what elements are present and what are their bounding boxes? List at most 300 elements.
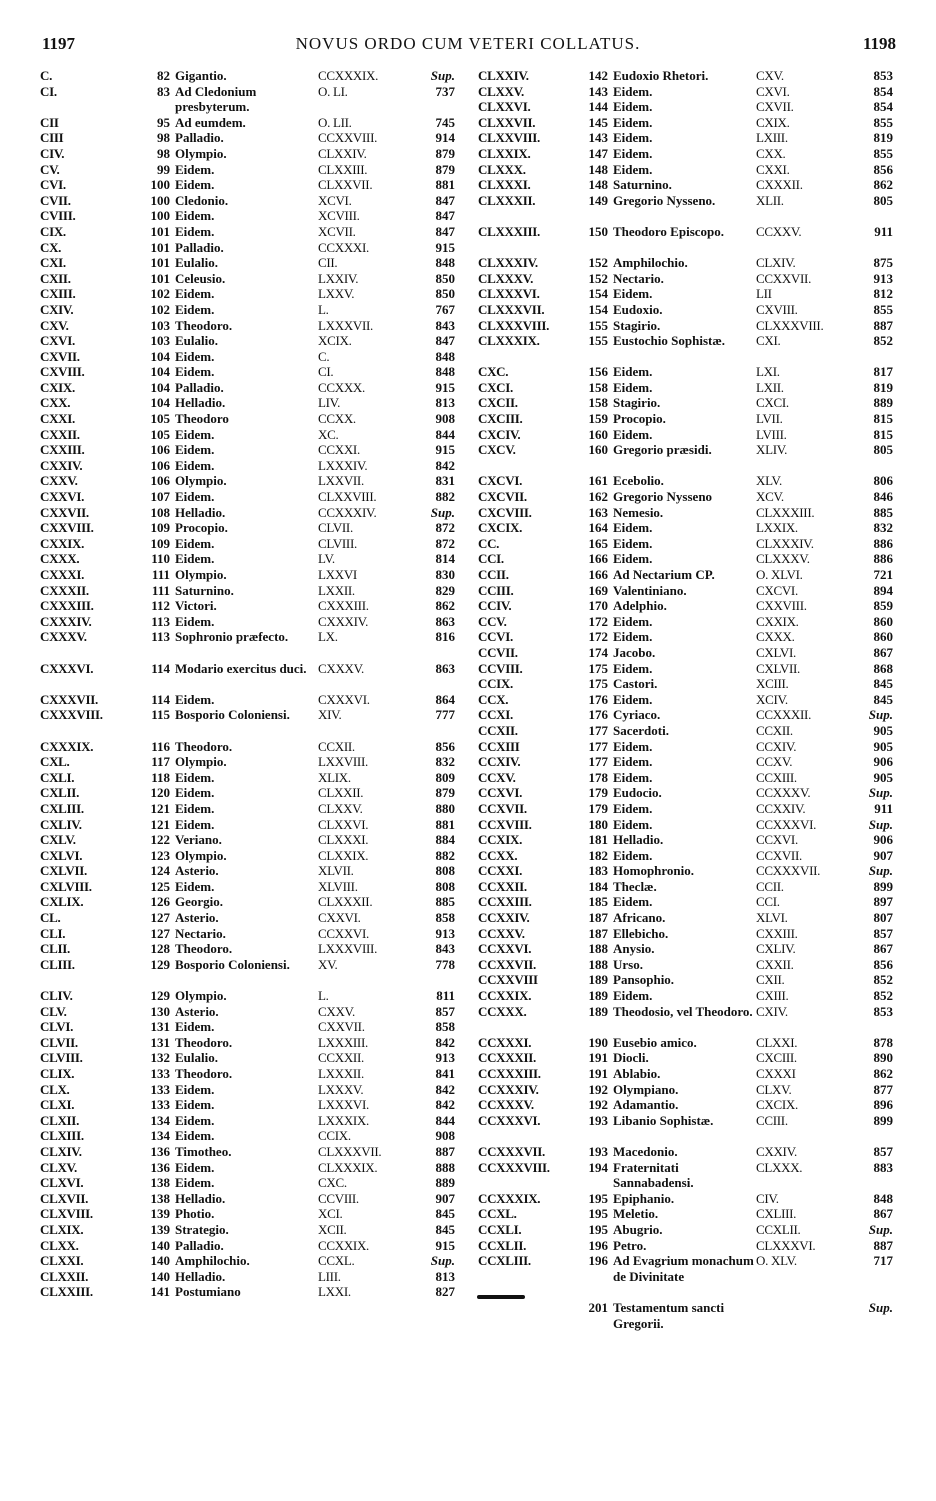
new-number: 136: [150, 1159, 170, 1175]
old-number: CLXXVIII.: [478, 130, 540, 146]
new-number: 139: [150, 1221, 170, 1237]
recipient-name: Eidem.: [175, 613, 215, 629]
new-number: 101: [150, 239, 170, 255]
column-number: 853: [873, 1003, 893, 1019]
table-row: [478, 676, 918, 692]
old-number: CLIII.: [40, 956, 75, 972]
new-number: 166: [588, 567, 608, 582]
table-row: [478, 1300, 918, 1347]
new-number: 104: [150, 348, 170, 364]
recipient-name: Eidem.: [175, 1019, 215, 1035]
new-number: 111: [151, 567, 170, 582]
column-number: 845: [435, 1206, 455, 1222]
new-number: 104: [150, 395, 170, 411]
table-row: [478, 770, 918, 786]
old-number: CLII.: [40, 941, 70, 957]
new-number: 142: [588, 68, 608, 83]
table-row: [40, 863, 480, 879]
column-number: 812: [873, 286, 893, 302]
table-row: [478, 551, 918, 567]
recipient-name: Adamantio.: [613, 1097, 679, 1113]
recipient-name: Modario exercitus duci.: [175, 660, 307, 676]
column-number: Sup.: [868, 816, 893, 832]
reference: CCXX.: [318, 411, 356, 427]
new-number: 187: [588, 910, 608, 926]
recipient-name: Urso.: [613, 956, 643, 972]
table-row: [478, 146, 918, 162]
reference: CCXII.: [318, 738, 355, 754]
table-row: [478, 661, 918, 677]
old-number: CLXXVI.: [478, 99, 531, 115]
reference: LXXIV.: [318, 270, 359, 286]
old-number: CLXVI.: [40, 1175, 84, 1191]
column-number: 889: [435, 1175, 455, 1191]
table-row: [40, 255, 480, 271]
old-number: CXC.: [478, 364, 509, 380]
table-row: [478, 395, 918, 411]
new-number: 140: [150, 1253, 170, 1269]
reference: LXXXVII.: [318, 317, 374, 333]
old-number: CIX.: [40, 223, 66, 239]
old-number: CLXXXII.: [478, 192, 536, 208]
recipient-name: Eidem.: [175, 223, 215, 239]
new-number: 108: [150, 504, 170, 520]
new-number: 140: [150, 1237, 170, 1253]
column-number: 862: [873, 177, 893, 193]
column-number: 914: [435, 130, 455, 146]
recipient-name: Eidem.: [175, 208, 215, 224]
recipient-name: Theclæ.: [613, 878, 657, 894]
new-number: 177: [588, 738, 608, 754]
old-number: CXX.: [40, 395, 71, 411]
reference: CLXXXII.: [318, 894, 373, 910]
old-number: CCIV.: [478, 598, 512, 614]
separator-dash: [477, 1295, 525, 1299]
column-number: 845: [873, 691, 893, 707]
reference: CLXXIX.: [318, 847, 369, 863]
column-number: 808: [435, 863, 455, 879]
reference: LXXVI: [318, 567, 357, 582]
reference: LIV.: [318, 395, 341, 411]
old-number: CCVI.: [478, 629, 513, 645]
column-number: 852: [873, 972, 893, 988]
old-number: CCXXIV.: [478, 910, 530, 926]
recipient-name: Sophronio præfecto.: [175, 629, 289, 645]
reference: LXIII.: [756, 130, 788, 146]
reference: XLVIII.: [318, 878, 358, 894]
recipient-name: Eidem.: [613, 816, 653, 832]
new-number: 109: [150, 535, 170, 551]
column-number: 767: [435, 301, 455, 317]
reference: CI.: [318, 364, 334, 380]
old-number: CCXXXIV.: [478, 1081, 539, 1097]
recipient-name: Georgio.: [175, 894, 224, 910]
table-row: [478, 957, 918, 973]
table-row: [40, 661, 480, 692]
reference: CXX.: [756, 145, 786, 161]
new-number: 126: [150, 894, 170, 910]
column-number: Sup.: [430, 1253, 455, 1269]
reference: CLXXX.: [756, 1159, 803, 1175]
old-number: CXXIV.: [40, 457, 83, 473]
new-number: 138: [150, 1190, 170, 1206]
reference: CCXXXI.: [318, 239, 369, 255]
new-number: 148: [588, 177, 608, 193]
recipient-name: Theodoro.: [175, 317, 233, 333]
new-number: 83: [157, 83, 170, 99]
table-row: [478, 848, 918, 864]
new-number: 191: [588, 1066, 608, 1081]
new-number: 154: [588, 301, 608, 317]
new-number: 160: [588, 442, 608, 458]
old-number: CVII.: [40, 192, 71, 208]
reference: CCI.: [756, 894, 780, 910]
new-number: 174: [588, 644, 608, 660]
new-number: 101: [150, 270, 170, 286]
column-number: 847: [435, 223, 455, 239]
reference: CXCIII.: [756, 1050, 797, 1066]
recipient-name: Eidem.: [613, 988, 653, 1004]
table-row: [40, 1128, 480, 1144]
reference: CLXXXVI.: [756, 1237, 816, 1253]
table-row: [478, 427, 918, 443]
new-number: 101: [150, 255, 170, 271]
recipient-name: Amphilochio.: [175, 1253, 250, 1269]
old-number: C.: [40, 68, 53, 83]
recipient-name: Eidem.: [613, 99, 653, 115]
recipient-name: Eidem.: [613, 364, 653, 380]
recipient-name: Eidem.: [175, 800, 215, 816]
table-row: [478, 817, 918, 833]
reference: XLVI.: [756, 910, 788, 926]
table-row: [478, 1113, 918, 1144]
table-row: [40, 692, 480, 708]
new-number: 143: [588, 130, 608, 146]
old-number: CV.: [40, 161, 60, 177]
old-number: CXXXIX.: [40, 738, 94, 754]
reference: CCXXVI.: [318, 925, 369, 941]
old-number: CCXIII: [478, 738, 520, 754]
table-row: [40, 208, 480, 224]
old-number: CXL.: [40, 754, 70, 770]
table-row: [478, 442, 918, 473]
reference: CXXVI.: [318, 910, 361, 926]
old-number: CII: [40, 114, 59, 130]
column-number: 886: [873, 535, 893, 551]
recipient-name: Pansophio.: [613, 972, 675, 988]
table-row: [40, 380, 480, 396]
new-number: 98: [157, 145, 170, 161]
column-number: 847: [435, 333, 455, 349]
new-number: 104: [150, 364, 170, 380]
column-number: 887: [873, 1237, 893, 1253]
table-row: [40, 785, 480, 801]
new-number: 177: [588, 722, 608, 738]
table-row: [40, 411, 480, 427]
recipient-name: Cledonio.: [175, 192, 229, 208]
recipient-name: Palladio.: [175, 130, 224, 146]
new-number: 158: [588, 379, 608, 395]
table-row: [478, 645, 918, 661]
new-number: 100: [150, 208, 170, 224]
reference: CCXXIX.: [318, 1237, 369, 1253]
reference: LVIII.: [756, 426, 787, 442]
column-number: 882: [435, 489, 455, 505]
table-row: [40, 1113, 480, 1129]
old-number: CXLVII.: [40, 863, 87, 879]
recipient-name: Eidem.: [175, 177, 215, 193]
reference: CCXXVII.: [756, 270, 812, 286]
reference: LII: [756, 286, 772, 302]
reference: CXXXI: [756, 1066, 796, 1081]
old-number: CXLIV.: [40, 816, 82, 832]
table-row: [478, 614, 918, 630]
new-number: 128: [150, 941, 170, 957]
old-number: CCXXX.: [478, 1003, 527, 1019]
recipient-name: Macedonio.: [613, 1143, 678, 1159]
reference: CLXXV.: [318, 800, 363, 816]
reference: CIV.: [756, 1190, 779, 1206]
new-number: 170: [588, 598, 608, 614]
table-row: [478, 224, 918, 255]
old-number: CXXXVII.: [40, 691, 98, 707]
old-number: CCXXVIII: [478, 972, 538, 988]
reference: CXXXIV.: [318, 613, 369, 629]
recipient-name: Eidem.: [175, 161, 215, 177]
recipient-name: Olympiano.: [613, 1081, 679, 1097]
recipient-name: Olympio.: [175, 567, 227, 582]
recipient-name: Celeusio.: [175, 270, 226, 286]
recipient-name: Bosporio Coloniensi.: [175, 707, 290, 723]
new-number: 118: [151, 769, 170, 785]
old-number: CLXXVII.: [478, 114, 536, 130]
reference: CCXXXII.: [756, 707, 812, 723]
old-number: CXXXVI.: [40, 660, 94, 676]
table-row: [40, 520, 480, 536]
new-number: 158: [588, 395, 608, 411]
table-row: [478, 723, 918, 739]
column-number: 872: [435, 535, 455, 551]
old-number: CCXLI.: [478, 1221, 522, 1237]
recipient-name: Helladio.: [175, 1190, 226, 1206]
recipient-name: Petro.: [613, 1237, 647, 1253]
table-row: [478, 1191, 918, 1207]
old-number: CLXXX.: [478, 161, 526, 177]
old-number: CCXXXVII.: [478, 1143, 545, 1159]
new-number: 181: [588, 832, 608, 848]
column-number: 880: [435, 800, 455, 816]
old-number: CCI.: [478, 551, 504, 567]
table-row: [478, 302, 918, 318]
old-number: CCXLII.: [478, 1237, 527, 1253]
reference: CLXXXV.: [756, 551, 810, 567]
column-number: 907: [435, 1190, 455, 1206]
right-column: [478, 68, 918, 1347]
table-row: [40, 801, 480, 817]
recipient-name: Procopio.: [613, 411, 666, 427]
table-row: [40, 240, 480, 256]
new-number: 161: [588, 473, 608, 489]
column-number: 843: [435, 941, 455, 957]
column-number: 745: [435, 114, 455, 130]
recipient-name: Anysio.: [613, 941, 655, 957]
old-number: CCXXXVIII.: [478, 1159, 550, 1175]
table-row: [478, 99, 918, 115]
old-number: CLXXXVI.: [478, 286, 540, 302]
table-row: [40, 754, 480, 770]
reference: CXXI.: [756, 161, 790, 177]
column-number: 915: [435, 379, 455, 395]
column-number: 832: [873, 520, 893, 536]
table-row: [478, 68, 918, 84]
new-number: 155: [588, 317, 608, 333]
column-number: 842: [435, 457, 455, 473]
column-number: 858: [435, 910, 455, 926]
table-row: [478, 130, 918, 146]
table-row: [40, 739, 480, 755]
old-number: CCXXXIX.: [478, 1190, 541, 1206]
new-number: 179: [588, 800, 608, 816]
new-number: 169: [588, 582, 608, 598]
table-row: [478, 84, 918, 100]
table-row: [40, 957, 480, 988]
reference: CXVII.: [756, 99, 794, 115]
old-number: CXXXIV.: [40, 613, 92, 629]
recipient-name: Bosporio Coloniensi.: [175, 956, 290, 972]
new-number: 189: [588, 1003, 608, 1019]
new-number: 166: [588, 551, 608, 567]
reference: CCXXII.: [318, 1050, 364, 1066]
table-row: [478, 536, 918, 552]
old-number: CXIII.: [40, 286, 76, 302]
recipient-name: Eidem.: [613, 800, 653, 816]
new-number: 123: [150, 847, 170, 863]
old-number: CLVII.: [40, 1034, 78, 1050]
reference: CXXV.: [318, 1003, 355, 1019]
column-number: Sup.: [868, 707, 893, 723]
new-number: 133: [150, 1097, 170, 1113]
old-number: CIV.: [40, 145, 65, 161]
old-number: CXV.: [40, 317, 69, 333]
new-number: 124: [150, 863, 170, 879]
table-row: [40, 770, 480, 786]
column-number: 832: [435, 754, 455, 770]
reference: CCXXV.: [756, 223, 802, 239]
reference: XCIII.: [756, 676, 789, 692]
new-number: 114: [151, 691, 170, 707]
table-row: [478, 567, 918, 583]
recipient-name: Eidem.: [613, 114, 653, 130]
column-number: 911: [874, 223, 893, 239]
table-row: [478, 894, 918, 910]
old-number: CLXIV.: [40, 1143, 82, 1159]
column-number: 842: [435, 1097, 455, 1113]
recipient-name: Eudocio.: [613, 785, 662, 801]
old-number: CLVI.: [40, 1019, 74, 1035]
new-number: 196: [588, 1237, 608, 1253]
table-row: [40, 162, 480, 178]
table-row: [478, 177, 918, 193]
recipient-name: Adelphio.: [613, 598, 667, 614]
recipient-name: Stagirio.: [613, 317, 661, 333]
table-row: [40, 707, 480, 738]
left-column: [40, 68, 480, 1300]
reference: CCXXX.: [318, 379, 365, 395]
recipient-name: Eidem.: [175, 816, 215, 832]
new-number: 120: [150, 785, 170, 801]
reference: CXCIX.: [756, 1097, 798, 1113]
new-number: 99: [157, 161, 170, 177]
table-row: [40, 567, 480, 583]
column-number: 844: [435, 1112, 455, 1128]
recipient-name: Saturnino.: [613, 177, 672, 193]
recipient-name: Eulalio.: [175, 333, 218, 349]
new-number: 148: [588, 161, 608, 177]
column-number: 844: [435, 426, 455, 442]
recipient-name: Helladio.: [175, 504, 226, 520]
new-number: 102: [150, 286, 170, 302]
table-row: [40, 333, 480, 349]
old-number: CXVI.: [40, 333, 75, 349]
recipient-name: Epiphanio.: [613, 1190, 675, 1206]
new-number: 112: [151, 598, 170, 614]
column-number: 857: [873, 925, 893, 941]
table-row: [40, 551, 480, 567]
column-number: 815: [873, 426, 893, 442]
old-number: CXXXVIII.: [40, 707, 103, 723]
recipient-name: Eidem.: [613, 379, 653, 395]
reference: LVII.: [756, 411, 783, 427]
table-row: [40, 1284, 480, 1300]
reference: XCVII.: [318, 223, 356, 239]
recipient-name: Eidem.: [175, 457, 215, 473]
table-row: [40, 146, 480, 162]
old-number: CCXXVI.: [478, 941, 532, 957]
old-number: CLXXXIII.: [478, 223, 540, 239]
recipient-name: Postumiano: [175, 1284, 241, 1300]
old-number: CCXLIII.: [478, 1253, 531, 1269]
column-number: 879: [435, 145, 455, 161]
table-row: [478, 473, 918, 489]
old-number: CCXXII.: [478, 878, 527, 894]
recipient-name: Ecebolio.: [613, 473, 664, 489]
column-number: 915: [435, 442, 455, 458]
table-row: [40, 442, 480, 458]
table-row: [40, 832, 480, 848]
old-number: CXII.: [40, 270, 71, 286]
old-number: CCXVI.: [478, 785, 523, 801]
recipient-name: Eidem.: [175, 489, 215, 505]
recipient-name: Ablabio.: [613, 1066, 661, 1081]
reference: CXXIII.: [756, 925, 798, 941]
column-number: 908: [435, 1128, 455, 1144]
reference: CCVIII.: [318, 1190, 359, 1206]
recipient-name: Meletio.: [613, 1206, 659, 1222]
column-number: 808: [435, 878, 455, 894]
reference: CLXIV.: [756, 255, 796, 271]
reference: CXXVII.: [318, 1019, 365, 1035]
table-row: [40, 1035, 480, 1051]
table-row: [40, 115, 480, 131]
new-number: 193: [588, 1143, 608, 1159]
recipient-name: Theodoro.: [175, 1066, 233, 1081]
new-number: 130: [150, 1003, 170, 1019]
new-number: 100: [150, 177, 170, 193]
old-number: CXXVI.: [40, 489, 85, 505]
old-number: CXCV.: [478, 442, 516, 458]
table-row: [40, 302, 480, 318]
recipient-name: Eidem.: [175, 691, 215, 707]
